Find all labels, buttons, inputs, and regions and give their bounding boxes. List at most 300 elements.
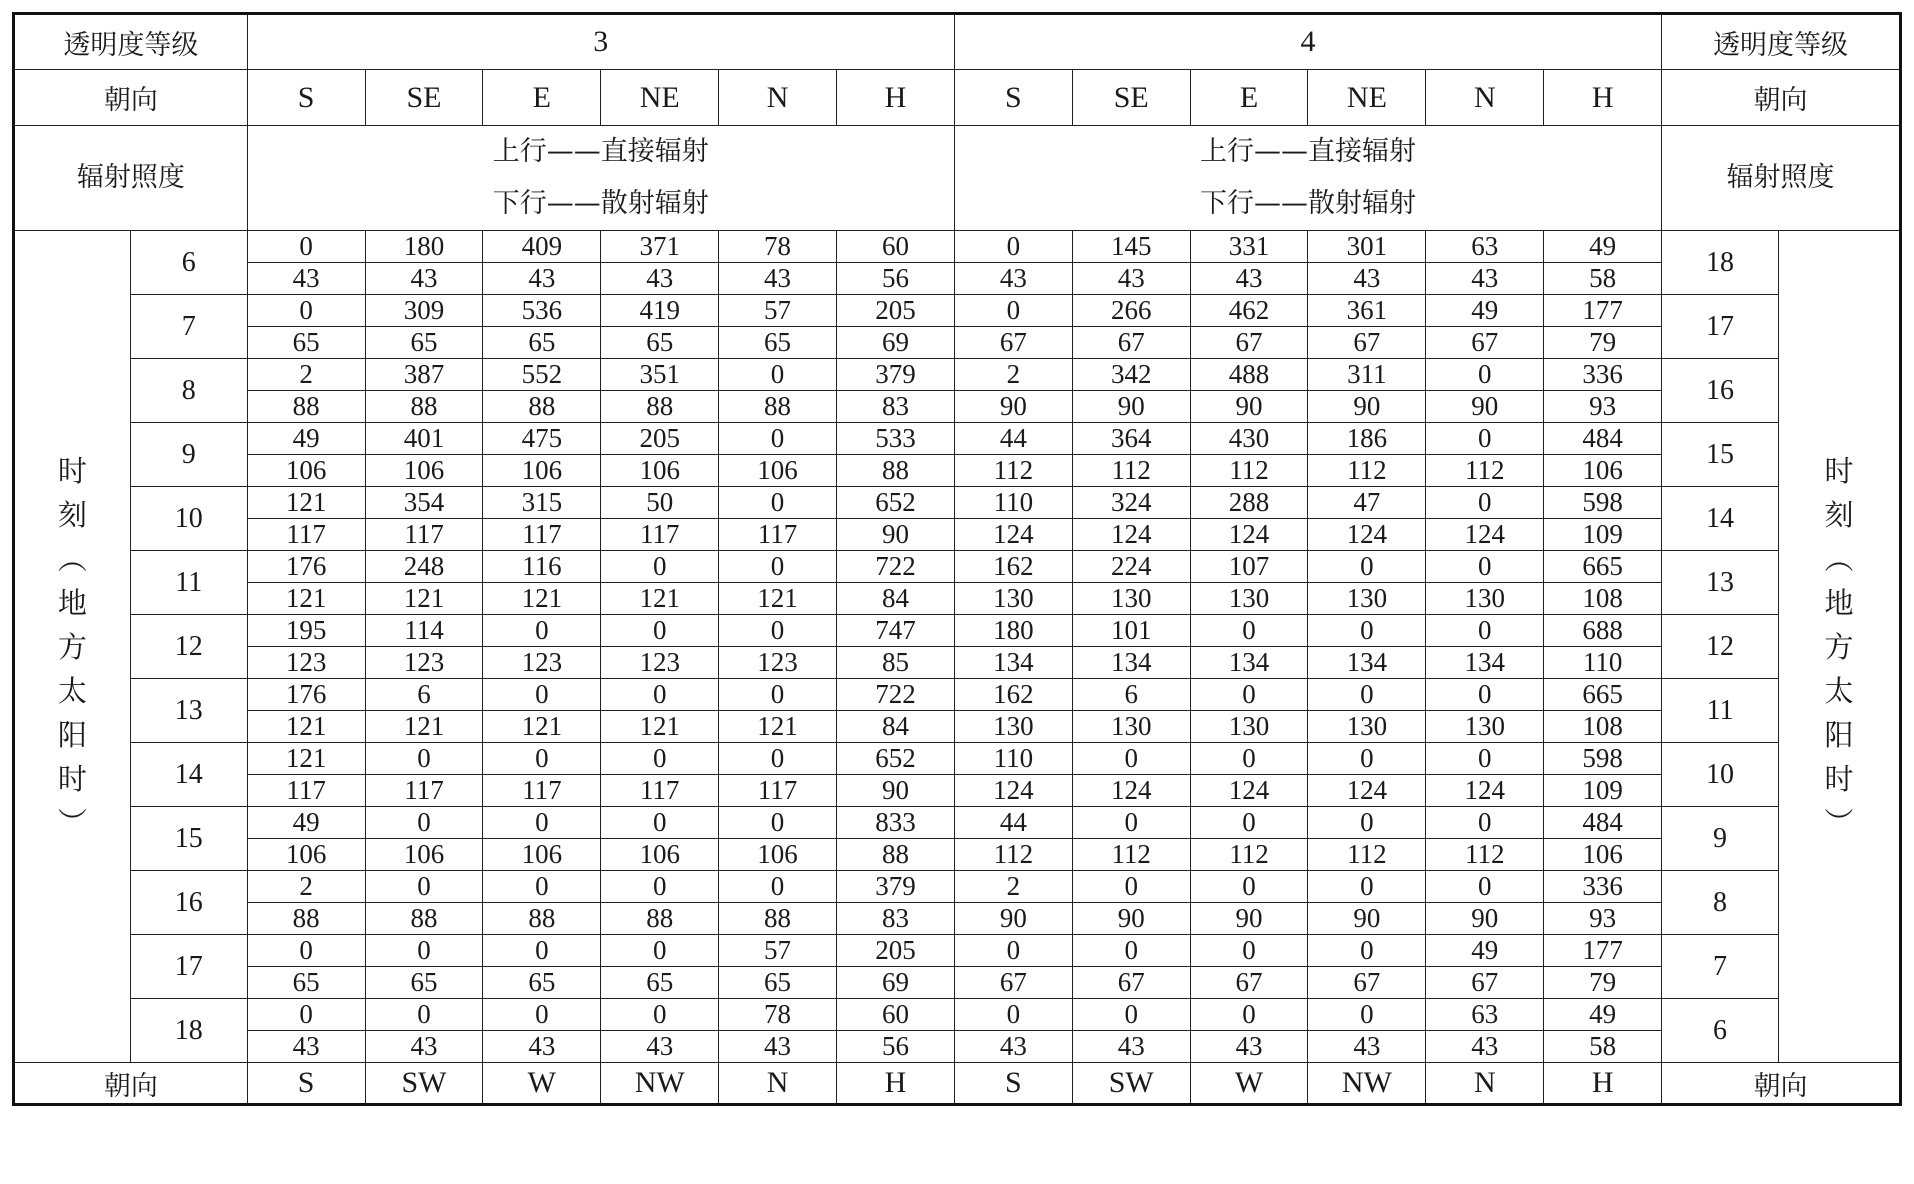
direct-value-cell: 162 [954,679,1072,711]
hour-cell: 8 [130,359,247,423]
mirror-hour-cell: 15 [1662,423,1779,487]
direct-value-cell: 0 [1308,679,1426,711]
diffuse-value-cell: 106 [1544,839,1662,871]
diffuse-value-cell: 130 [1072,711,1190,743]
orientation-header-cell: H [1544,70,1662,126]
direct-value-cell: 162 [954,551,1072,583]
direct-value-cell: 205 [836,295,954,327]
diffuse-value-cell: 67 [1426,967,1544,999]
direct-value-cell: 0 [1426,487,1544,519]
diffuse-radiation-row [14,455,1901,487]
time-label-char: 时 [57,453,87,488]
mirror-hour-cell: 18 [1662,231,1779,295]
direct-value-cell: 57 [719,935,837,967]
diffuse-value-cell: 43 [1190,1031,1308,1063]
direct-value-cell: 598 [1544,743,1662,775]
diffuse-value-cell: 90 [954,391,1072,423]
direct-value-cell: 176 [247,679,365,711]
diffuse-value-cell: 43 [1426,263,1544,295]
direct-value-cell: 180 [365,231,483,263]
time-label-char: 刻 [1824,497,1854,532]
direct-value-cell: 0 [483,935,601,967]
direct-value-cell: 0 [1190,999,1308,1031]
diffuse-value-cell: 112 [1308,455,1426,487]
diffuse-value-cell: 123 [365,647,483,679]
direct-value-cell: 598 [1544,487,1662,519]
radiation-table-container [12,12,1902,1106]
diffuse-value-cell: 121 [365,583,483,615]
direct-value-cell: 0 [601,551,719,583]
diffuse-value-cell: 112 [1190,839,1308,871]
direct-value-cell: 484 [1544,807,1662,839]
diffuse-value-cell: 106 [247,839,365,871]
diffuse-radiation-row [14,519,1901,551]
diffuse-value-cell: 65 [601,327,719,359]
hour-cell: 13 [130,679,247,743]
direct-value-cell: 0 [719,359,837,391]
direct-value-cell: 0 [1190,679,1308,711]
direct-value-cell: 379 [836,359,954,391]
direct-value-cell: 0 [1426,679,1544,711]
direct-value-cell: 63 [1426,999,1544,1031]
direct-value-cell: 0 [1190,743,1308,775]
diffuse-value-cell: 65 [365,967,483,999]
direct-value-cell: 0 [1426,615,1544,647]
direct-radiation-row [14,679,1901,711]
hour-cell: 6 [130,231,247,295]
grade-header-row [14,14,1901,70]
direct-value-cell: 0 [719,871,837,903]
direct-radiation-row [14,551,1901,583]
direct-value-cell: 0 [365,743,483,775]
direct-value-cell: 44 [954,807,1072,839]
mirror-hour-cell: 16 [1662,359,1779,423]
diffuse-value-cell: 112 [1072,839,1190,871]
diffuse-value-cell: 108 [1544,583,1662,615]
diffuse-value-cell: 88 [365,903,483,935]
direct-value-cell: 0 [365,935,483,967]
direct-value-cell: 0 [247,935,365,967]
direct-value-cell: 0 [1072,743,1190,775]
time-label-char: 方 [57,629,87,664]
direct-value-cell: 409 [483,231,601,263]
direct-value-cell: 665 [1544,679,1662,711]
diffuse-value-cell: 65 [483,967,601,999]
diffuse-value-cell: 130 [1190,583,1308,615]
mirror-hour-cell: 10 [1662,743,1779,807]
grade-4-header: 4 [954,14,1661,70]
direct-value-cell: 0 [1426,423,1544,455]
orientation-footer-cell: NW [601,1063,719,1105]
diffuse-value-cell: 90 [1072,391,1190,423]
diffuse-value-cell: 93 [1544,903,1662,935]
mirror-hour-cell: 7 [1662,935,1779,999]
diffuse-value-cell: 110 [1544,647,1662,679]
diffuse-value-cell: 130 [1426,583,1544,615]
diffuse-value-cell: 69 [836,967,954,999]
direct-value-cell: 0 [601,807,719,839]
direct-radiation-row [14,935,1901,967]
hour-cell: 11 [130,551,247,615]
diffuse-value-cell: 106 [247,455,365,487]
diffuse-value-cell: 109 [1544,775,1662,807]
direct-value-cell: 0 [1308,551,1426,583]
hour-cell: 9 [130,423,247,487]
direct-value-cell: 652 [836,743,954,775]
direct-value-cell: 0 [1190,615,1308,647]
diffuse-radiation-row [14,775,1901,807]
hour-cell: 15 [130,807,247,871]
diffuse-value-cell: 88 [719,903,837,935]
direct-value-cell: 0 [1308,999,1426,1031]
diffuse-value-cell: 130 [1072,583,1190,615]
direct-value-cell: 49 [1544,231,1662,263]
irradiance-header-row [14,126,1901,231]
direct-value-cell: 0 [1308,615,1426,647]
orientation-label-footer-left: 朝向 [14,1063,248,1105]
time-label-char: ︶ [1824,805,1854,840]
diffuse-radiation-row [14,839,1901,871]
diffuse-value-cell: 117 [719,519,837,551]
direct-value-cell: 195 [247,615,365,647]
diffuse-radiation-row [14,327,1901,359]
direct-value-cell: 180 [954,615,1072,647]
orientation-footer-cell: H [1544,1063,1662,1105]
diffuse-value-cell: 67 [1308,327,1426,359]
legend-grade-3 [247,126,954,231]
diffuse-value-cell: 65 [247,967,365,999]
direct-value-cell: 387 [365,359,483,391]
diffuse-value-cell: 121 [483,583,601,615]
diffuse-value-cell: 112 [1072,455,1190,487]
diffuse-value-cell: 90 [1426,903,1544,935]
diffuse-value-cell: 112 [1426,839,1544,871]
direct-value-cell: 0 [1072,871,1190,903]
orientation-footer-cell: NW [1308,1063,1426,1105]
diffuse-value-cell: 121 [719,583,837,615]
diffuse-value-cell: 43 [483,1031,601,1063]
diffuse-value-cell: 67 [1308,967,1426,999]
direct-radiation-row [14,295,1901,327]
diffuse-value-cell: 65 [719,327,837,359]
diffuse-value-cell: 124 [1308,519,1426,551]
direct-value-cell: 351 [601,359,719,391]
diffuse-value-cell: 43 [1426,1031,1544,1063]
diffuse-value-cell: 109 [1544,519,1662,551]
direct-value-cell: 0 [483,999,601,1031]
direct-value-cell: 361 [1308,295,1426,327]
direct-value-cell: 49 [1426,295,1544,327]
diffuse-value-cell: 43 [719,1031,837,1063]
diffuse-radiation-row [14,647,1901,679]
diffuse-value-cell: 84 [836,711,954,743]
diffuse-value-cell: 106 [483,839,601,871]
direct-value-cell: 0 [954,231,1072,263]
diffuse-value-cell: 121 [483,711,601,743]
direct-value-cell: 0 [1426,551,1544,583]
time-label-char: ︵ [57,541,87,576]
orientation-header-cell: S [247,70,365,126]
time-label-left [14,231,131,1063]
direct-value-cell: 336 [1544,359,1662,391]
diffuse-value-cell: 85 [836,647,954,679]
direct-value-cell: 0 [1426,359,1544,391]
diffuse-value-cell: 121 [365,711,483,743]
direct-value-cell: 101 [1072,615,1190,647]
diffuse-value-cell: 123 [601,647,719,679]
diffuse-value-cell: 112 [1426,455,1544,487]
direct-value-cell: 488 [1190,359,1308,391]
diffuse-value-cell: 83 [836,903,954,935]
diffuse-value-cell: 106 [601,839,719,871]
diffuse-value-cell: 90 [954,903,1072,935]
diffuse-value-cell: 106 [1544,455,1662,487]
direct-value-cell: 6 [365,679,483,711]
time-label-char: 时 [1824,453,1854,488]
diffuse-value-cell: 88 [483,391,601,423]
legend-diffuse-text: 下行——散射辐射 [1200,188,1417,219]
diffuse-value-cell: 134 [1190,647,1308,679]
direct-value-cell: 47 [1308,487,1426,519]
direct-radiation-row [14,615,1901,647]
diffuse-value-cell: 117 [483,519,601,551]
direct-value-cell: 665 [1544,551,1662,583]
direct-value-cell: 78 [719,231,837,263]
direct-value-cell: 107 [1190,551,1308,583]
solar-radiation-table [12,12,1902,1106]
diffuse-value-cell: 123 [719,647,837,679]
direct-value-cell: 0 [1308,871,1426,903]
direct-value-cell: 0 [1190,935,1308,967]
diffuse-radiation-row [14,263,1901,295]
diffuse-value-cell: 90 [1308,903,1426,935]
diffuse-value-cell: 134 [954,647,1072,679]
diffuse-value-cell: 43 [1190,263,1308,295]
diffuse-value-cell: 106 [601,455,719,487]
direct-value-cell: 0 [719,615,837,647]
diffuse-value-cell: 117 [483,775,601,807]
diffuse-value-cell: 43 [954,263,1072,295]
diffuse-value-cell: 124 [1426,519,1544,551]
time-label-char: 刻 [57,497,87,532]
direct-value-cell: 145 [1072,231,1190,263]
orientation-header-cell: E [483,70,601,126]
direct-value-cell: 0 [954,295,1072,327]
orientation-header-cell: E [1190,70,1308,126]
irradiance-label-left: 辐射照度 [14,126,248,231]
orientation-header-row [14,70,1901,126]
direct-value-cell: 484 [1544,423,1662,455]
direct-value-cell: 0 [365,807,483,839]
direct-value-cell: 2 [247,359,365,391]
diffuse-value-cell: 121 [247,583,365,615]
diffuse-value-cell: 124 [1190,519,1308,551]
diffuse-value-cell: 88 [836,455,954,487]
diffuse-value-cell: 117 [247,775,365,807]
grade-3-header: 3 [247,14,954,70]
mirror-hour-cell: 6 [1662,999,1779,1063]
direct-value-cell: 60 [836,999,954,1031]
direct-value-cell: 0 [719,807,837,839]
diffuse-value-cell: 56 [836,1031,954,1063]
diffuse-value-cell: 88 [365,391,483,423]
time-label-char: 阳 [57,717,87,752]
diffuse-value-cell: 43 [601,263,719,295]
orientation-footer-cell: N [1426,1063,1544,1105]
direct-value-cell: 63 [1426,231,1544,263]
direct-value-cell: 301 [1308,231,1426,263]
time-label-char: ︵ [1824,541,1854,576]
diffuse-value-cell: 90 [836,775,954,807]
direct-radiation-row [14,999,1901,1031]
direct-value-cell: 110 [954,487,1072,519]
direct-value-cell: 0 [1426,807,1544,839]
orientation-header-cell: NE [601,70,719,126]
direct-value-cell: 336 [1544,871,1662,903]
diffuse-value-cell: 90 [1190,391,1308,423]
direct-value-cell: 266 [1072,295,1190,327]
direct-value-cell: 0 [483,807,601,839]
diffuse-value-cell: 83 [836,391,954,423]
diffuse-value-cell: 43 [719,263,837,295]
diffuse-value-cell: 90 [1072,903,1190,935]
diffuse-value-cell: 130 [1308,583,1426,615]
direct-value-cell: 419 [601,295,719,327]
direct-value-cell: 224 [1072,551,1190,583]
direct-value-cell: 6 [1072,679,1190,711]
hour-cell: 14 [130,743,247,807]
diffuse-value-cell: 106 [719,839,837,871]
direct-radiation-row [14,871,1901,903]
direct-value-cell: 0 [1072,935,1190,967]
direct-value-cell: 0 [483,615,601,647]
time-label-char: 太 [1824,673,1854,708]
direct-value-cell: 309 [365,295,483,327]
diffuse-value-cell: 124 [954,775,1072,807]
direct-value-cell: 0 [247,231,365,263]
diffuse-value-cell: 124 [1072,519,1190,551]
direct-value-cell: 49 [1426,935,1544,967]
orientation-footer-cell: S [954,1063,1072,1105]
hour-cell: 16 [130,871,247,935]
diffuse-value-cell: 93 [1544,391,1662,423]
orientation-header-cell: N [1426,70,1544,126]
direct-value-cell: 722 [836,679,954,711]
orientation-label-left: 朝向 [14,70,248,126]
diffuse-value-cell: 65 [365,327,483,359]
orientation-footer-cell: H [836,1063,954,1105]
direct-value-cell: 552 [483,359,601,391]
diffuse-value-cell: 88 [719,391,837,423]
direct-value-cell: 49 [1544,999,1662,1031]
grade-label-left: 透明度等级 [14,14,248,70]
hour-cell: 17 [130,935,247,999]
diffuse-value-cell: 43 [954,1031,1072,1063]
diffuse-value-cell: 117 [719,775,837,807]
diffuse-value-cell: 58 [1544,1031,1662,1063]
diffuse-value-cell: 117 [247,519,365,551]
diffuse-value-cell: 58 [1544,263,1662,295]
direct-value-cell: 288 [1190,487,1308,519]
orientation-footer-cell: S [247,1063,365,1105]
direct-value-cell: 50 [601,487,719,519]
diffuse-value-cell: 121 [247,711,365,743]
hour-cell: 18 [130,999,247,1063]
diffuse-value-cell: 43 [247,1031,365,1063]
direct-value-cell: 0 [719,487,837,519]
hour-cell: 12 [130,615,247,679]
legend-diffuse-text: 下行——散射辐射 [492,188,709,219]
diffuse-value-cell: 43 [483,263,601,295]
direct-radiation-row [14,807,1901,839]
diffuse-radiation-row [14,903,1901,935]
direct-value-cell: 49 [247,807,365,839]
diffuse-value-cell: 117 [365,519,483,551]
direct-value-cell: 0 [1426,743,1544,775]
diffuse-value-cell: 67 [1190,967,1308,999]
direct-radiation-row [14,487,1901,519]
diffuse-radiation-row [14,391,1901,423]
diffuse-value-cell: 65 [601,967,719,999]
diffuse-value-cell: 67 [1072,967,1190,999]
direct-value-cell: 0 [954,999,1072,1031]
direct-value-cell: 688 [1544,615,1662,647]
hour-cell: 10 [130,487,247,551]
direct-value-cell: 0 [247,999,365,1031]
diffuse-value-cell: 123 [483,647,601,679]
diffuse-value-cell: 121 [601,711,719,743]
direct-value-cell: 0 [1072,807,1190,839]
diffuse-value-cell: 88 [247,903,365,935]
direct-value-cell: 324 [1072,487,1190,519]
direct-value-cell: 0 [719,743,837,775]
direct-value-cell: 2 [954,871,1072,903]
direct-value-cell: 205 [601,423,719,455]
diffuse-value-cell: 90 [1190,903,1308,935]
direct-value-cell: 331 [1190,231,1308,263]
diffuse-radiation-row [14,583,1901,615]
orientation-footer-cell: SW [1072,1063,1190,1105]
diffuse-value-cell: 65 [247,327,365,359]
grade-label-right: 透明度等级 [1662,14,1901,70]
direct-value-cell: 0 [954,935,1072,967]
diffuse-value-cell: 117 [601,775,719,807]
direct-value-cell: 379 [836,871,954,903]
diffuse-value-cell: 88 [836,839,954,871]
diffuse-value-cell: 117 [601,519,719,551]
mirror-hour-cell: 17 [1662,295,1779,359]
direct-value-cell: 462 [1190,295,1308,327]
time-label-char: ︶ [57,805,87,840]
diffuse-value-cell: 43 [365,1031,483,1063]
direct-value-cell: 371 [601,231,719,263]
diffuse-value-cell: 124 [1308,775,1426,807]
diffuse-value-cell: 84 [836,583,954,615]
diffuse-value-cell: 124 [954,519,1072,551]
diffuse-value-cell: 56 [836,263,954,295]
direct-value-cell: 121 [247,743,365,775]
direct-value-cell: 0 [1308,807,1426,839]
diffuse-value-cell: 67 [1190,327,1308,359]
orientation-header-cell: S [954,70,1072,126]
direct-value-cell: 0 [601,935,719,967]
direct-value-cell: 430 [1190,423,1308,455]
diffuse-value-cell: 123 [247,647,365,679]
irradiance-label-right: 辐射照度 [1662,126,1901,231]
diffuse-value-cell: 43 [1072,263,1190,295]
direct-value-cell: 0 [1190,871,1308,903]
direct-value-cell: 0 [719,679,837,711]
